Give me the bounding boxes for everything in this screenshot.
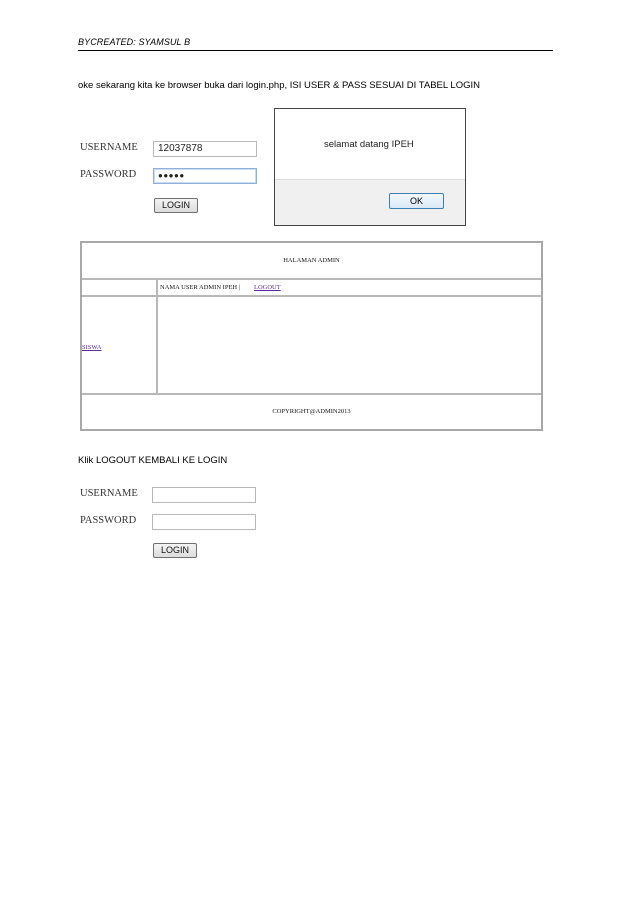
password-label: PASSWORD xyxy=(80,515,137,526)
password-input[interactable] xyxy=(152,514,256,530)
username-input[interactable] xyxy=(152,487,256,503)
admin-user-text: NAMA USER ADMIN IPEH | xyxy=(160,284,241,291)
outro-paragraph: Klik LOGOUT KEMBALI KE LOGIN xyxy=(78,455,228,466)
login-button[interactable]: LOGIN xyxy=(154,198,198,213)
admin-content-area xyxy=(158,297,541,395)
username-label: USERNAME xyxy=(80,142,138,153)
header-divider xyxy=(78,50,553,51)
login-form-empty xyxy=(78,482,263,562)
admin-footer xyxy=(82,395,541,429)
username-input[interactable]: 12037878 xyxy=(153,141,257,157)
admin-empty-cell xyxy=(82,280,158,297)
document-header: BYCREATED: SYAMSUL B xyxy=(78,37,191,47)
admin-sidebar xyxy=(82,297,158,395)
login-button[interactable]: LOGIN xyxy=(153,543,197,558)
admin-title-row xyxy=(82,243,541,280)
admin-page xyxy=(80,241,543,431)
intro-paragraph: oke sekarang kita ke browser buka dari login.php, ISI USER & PASS SESUAI DI TABEL LOGIN xyxy=(78,80,480,91)
welcome-dialog xyxy=(274,108,466,226)
logout-link[interactable]: LOGOUT xyxy=(254,284,281,291)
password-input[interactable]: ●●●●● xyxy=(153,168,257,184)
siswa-link[interactable]: SISWA xyxy=(82,344,102,351)
ok-button[interactable]: OK xyxy=(389,193,444,209)
login-form-filled xyxy=(78,136,263,216)
admin-user-row xyxy=(158,280,541,297)
username-label: USERNAME xyxy=(80,488,138,499)
password-label: PASSWORD xyxy=(80,169,137,180)
admin-title: HALAMAN ADMIN xyxy=(283,257,340,264)
admin-footer-text: COPYRIGHT@ADMIN2013 xyxy=(272,408,351,415)
dialog-message-area xyxy=(275,109,465,180)
dialog-message: selamat datang IPEH xyxy=(324,139,414,150)
